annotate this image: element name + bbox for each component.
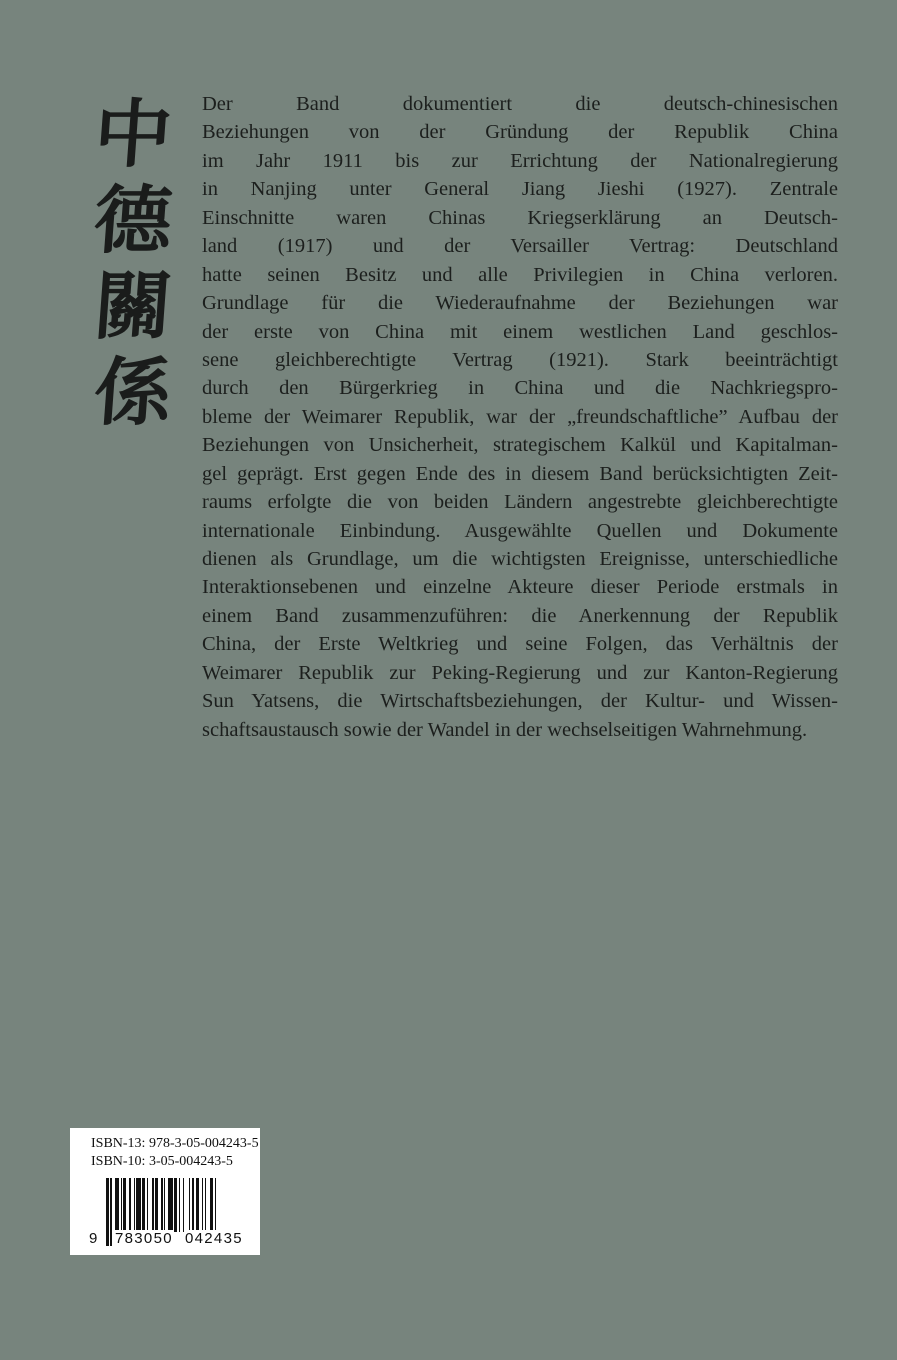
calligraphy-char: 關 xyxy=(90,264,176,350)
blurb-line: dienen als Grundlage, um die wichtigsten Ereignisse, unterschiedliche xyxy=(202,548,838,570)
barcode-bar xyxy=(205,1178,206,1232)
blurb-line: China, der Erste Weltkrieg und seine Folgen, das Verhältnis der xyxy=(202,633,838,656)
barcode-bar xyxy=(174,1178,177,1232)
barcode-bar xyxy=(183,1178,184,1232)
barcode-bar xyxy=(115,1178,119,1232)
blurb-line: im Jahr 1911 bis zur Errichtung der Nationalregierung xyxy=(202,149,838,172)
blurb-line: Beziehungen von Unsicherheit, strategischem Kalkül und Kapitalman- xyxy=(202,434,838,457)
blurb-line: Interaktionsebenen und einzelne Akteure dieser Periode erstmals in xyxy=(202,576,838,599)
blurb-line: Beziehungen von der Gründung der Republik China xyxy=(202,121,838,144)
blurb-line: gel geprägt. Erst gegen Ende des in diesem Band berücksichtigten Zeit- xyxy=(202,462,838,485)
blurb-line: Der Band dokumentiert die deutsch-chinesischen xyxy=(202,93,838,115)
isbn13-label: ISBN-13: 978-3-05-004243-5 xyxy=(91,1136,259,1151)
calligraphy-char: 係 xyxy=(90,350,176,436)
blurb-line: der erste von China mit einem westlichen Land geschlos- xyxy=(202,320,838,343)
barcode-bar xyxy=(147,1178,148,1232)
blurb-line: Einschnitte waren Chinas Kriegserklärung an Deutsch- xyxy=(202,206,838,229)
barcode-bar xyxy=(142,1178,145,1232)
blurb-line: sene gleichberechtigte Vertrag (1921). Stark beeinträchtigt xyxy=(202,348,838,371)
barcode-bar xyxy=(134,1178,135,1232)
barcode-bar xyxy=(123,1178,126,1232)
barcode-bar xyxy=(152,1178,153,1232)
calligraphy-char: 中 xyxy=(90,92,176,178)
blurb-line: internationale Einbindung. Ausgewählte Quellen und Dokumente xyxy=(202,519,838,542)
blurb-line: in Nanjing unter General Jiang Jieshi (1927). Zentrale xyxy=(202,178,838,201)
isbn10-label: ISBN-10: 3-05-004243-5 xyxy=(91,1154,233,1169)
barcode-bar xyxy=(202,1178,203,1232)
blurb-line: land (1917) und der Versailler Vertrag: Deutschland xyxy=(202,235,838,258)
barcode-bar xyxy=(129,1178,130,1232)
blurb-line: durch den Bürgerkrieg in China und die Nachkriegspro- xyxy=(202,377,838,400)
barcode-bar xyxy=(189,1178,190,1232)
barcode-bar xyxy=(121,1178,122,1232)
barcode-bar xyxy=(196,1178,199,1232)
calligraphy-char: 德 xyxy=(90,178,176,264)
blurb-line: hatte seinen Besitz und alle Privilegien in China verloren. xyxy=(202,263,838,286)
barcode-bar xyxy=(179,1178,180,1232)
barcode-bar xyxy=(136,1178,140,1232)
blurb-line: bleme der Weimarer Republik, war der „freundschaftliche” Aufbau der xyxy=(202,405,838,428)
barcode-digits-group1: 783050 xyxy=(115,1230,173,1247)
calligraphy-title xyxy=(78,92,188,436)
barcode-bar xyxy=(192,1178,195,1232)
blurb-line: Sun Yatsens, die Wirtschaftsbeziehungen, der Kultur- und Wissen- xyxy=(202,690,838,713)
blurb-line: schaftsaustausch sowie der Wandel in der wechselseitigen Wahrnehmung. xyxy=(202,718,808,741)
isbn-barcode-box xyxy=(70,1128,260,1255)
blurb-line: einem Band zusammenzuführen: die Anerkennung der Republik xyxy=(202,604,838,627)
barcode-bar xyxy=(155,1178,158,1232)
blurb-text xyxy=(202,90,838,744)
barcode-bar xyxy=(168,1178,172,1232)
blurb-line: Grundlage für die Wiederaufnahme der Beziehungen war xyxy=(202,292,838,315)
barcode-digits-group2: 042435 xyxy=(185,1230,243,1247)
barcode-bar xyxy=(106,1178,109,1246)
barcode-digit-first: 9 xyxy=(89,1230,99,1247)
blurb-line: Weimarer Republik zur Peking-Regierung und zur Kanton-Regierung xyxy=(202,661,838,684)
barcode-bar xyxy=(110,1178,111,1246)
blurb-line: raums erfolgte die von beiden Ländern angestrebte gleichberechtigte xyxy=(202,491,838,514)
